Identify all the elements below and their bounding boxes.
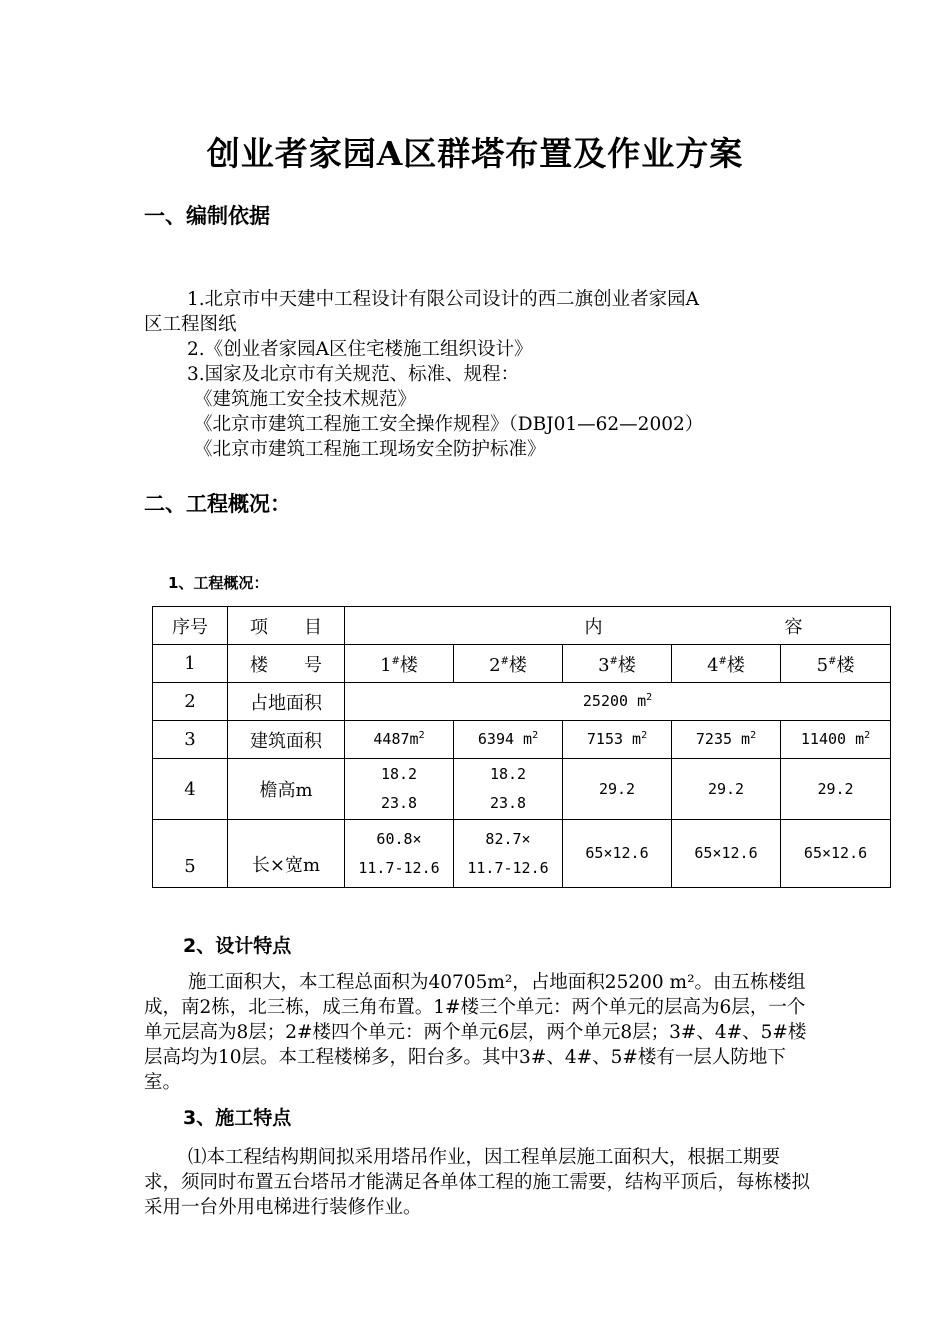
cell-floor-area-1: $4487m^2$	[345, 721, 454, 759]
cell-building-2: 2#楼	[454, 645, 563, 683]
table-row	[153, 683, 891, 721]
cell-eave-height-1: 18.2 23.8	[345, 759, 454, 820]
section-heading-overview: 二、工程概况：	[144, 492, 291, 516]
project-overview-table	[152, 606, 891, 888]
cell-eave-height-3: 29.2	[563, 759, 672, 820]
cell-floor-area-5: 11400 $m^2$	[781, 721, 891, 759]
standard-1: 《建筑施工安全技术规范》	[194, 389, 417, 410]
subheading-design: 2、设计特点	[183, 935, 292, 957]
standard-3: 《北京市建筑工程施工现场安全防护标准》	[194, 439, 546, 460]
cell-dimensions-1: 60.8× 11.7-12.6	[345, 820, 454, 888]
table-row	[153, 645, 891, 683]
table-row	[153, 607, 891, 645]
table-row	[153, 820, 891, 888]
cell-eave-height-5: 29.2	[781, 759, 891, 820]
cell-dimensions-4: 65×12.6	[672, 820, 781, 888]
cell-item: 占地面积	[228, 683, 345, 721]
cell-dimensions-5: 65×12.6	[781, 820, 891, 888]
page-title: 创业者家园A区群塔布置及作业方案	[206, 134, 744, 173]
basis-item-1-line2: 区工程图纸	[144, 314, 237, 335]
standard-2: 《北京市建筑工程施工安全操作规程》（DBJ01—62—2002）	[194, 414, 704, 435]
cell-building-3: 3#楼	[563, 645, 672, 683]
subheading-construction: 3、施工特点	[183, 1107, 292, 1129]
cell-no: 3	[153, 721, 228, 759]
table-row	[153, 721, 891, 759]
cell-dimensions-3: 65×12.6	[563, 820, 672, 888]
header-content: 内 容	[345, 607, 891, 645]
basis-item-2: 2.《创业者家园A区住宅楼施工组织设计》	[187, 339, 533, 360]
cell-building-1: 1#楼	[345, 645, 454, 683]
section-heading-basis: 一、编制依据	[144, 204, 270, 228]
table-row	[153, 759, 891, 820]
design-features-text: 施工面积大，本工程总面积为40705m²，占地面积25200 m²。由五栋楼组成，南2栋，北三栋，成三角布置。1#楼三个单元：两个单元的层高为6层，一个单元层高为8层；2#楼四个单元：两个单元6层，两个单元8层；3#、4#、5#楼层高均为10层。本工程楼梯多，阳台多。其中3#、4#、5#楼有一层人防地下室。	[144, 972, 807, 1093]
cell-item: 檐高m	[228, 759, 345, 820]
header-item: 项 目	[228, 607, 345, 645]
cell-no: 4	[153, 759, 228, 820]
cell-building-5: 5#楼	[781, 645, 891, 683]
cell-eave-height-4: 29.2	[672, 759, 781, 820]
cell-item: 楼 号	[228, 645, 345, 683]
cell-item: 长×宽m	[228, 820, 345, 888]
cell-floor-area-4: 7235 $m^2$	[672, 721, 781, 759]
cell-site-area: 25200 $m^2$	[345, 683, 891, 721]
subheading-overview: 1、工程概况：	[168, 574, 269, 592]
cell-no: 1	[153, 645, 228, 683]
header-no: 序号	[153, 607, 228, 645]
cell-no: 2	[153, 683, 228, 721]
cell-floor-area-2: 6394 $m^2$	[454, 721, 563, 759]
cell-floor-area-3: 7153 $m^2$	[563, 721, 672, 759]
basis-item-1-line1: 1.北京市中天建中工程设计有限公司设计的西二旗创业者家园A	[187, 289, 700, 310]
cell-dimensions-2: 82.7× 11.7-12.6	[454, 820, 563, 888]
cell-eave-height-2: 18.2 23.8	[454, 759, 563, 820]
basis-item-3: 3.国家及北京市有关规范、标准、规程：	[187, 364, 520, 385]
cell-item: 建筑面积	[228, 721, 345, 759]
cell-no: 5	[153, 820, 228, 888]
construction-features-text: ⑴本工程结构期间拟采用塔吊作业，因工程单层施工面积大，根据工期要求，须同时布置五台塔吊才能满足各单体工程的施工需要，结构平顶后，每栋楼拟采用一台外用电梯进行装修作业。	[144, 1147, 811, 1218]
cell-building-4: 4#楼	[672, 645, 781, 683]
